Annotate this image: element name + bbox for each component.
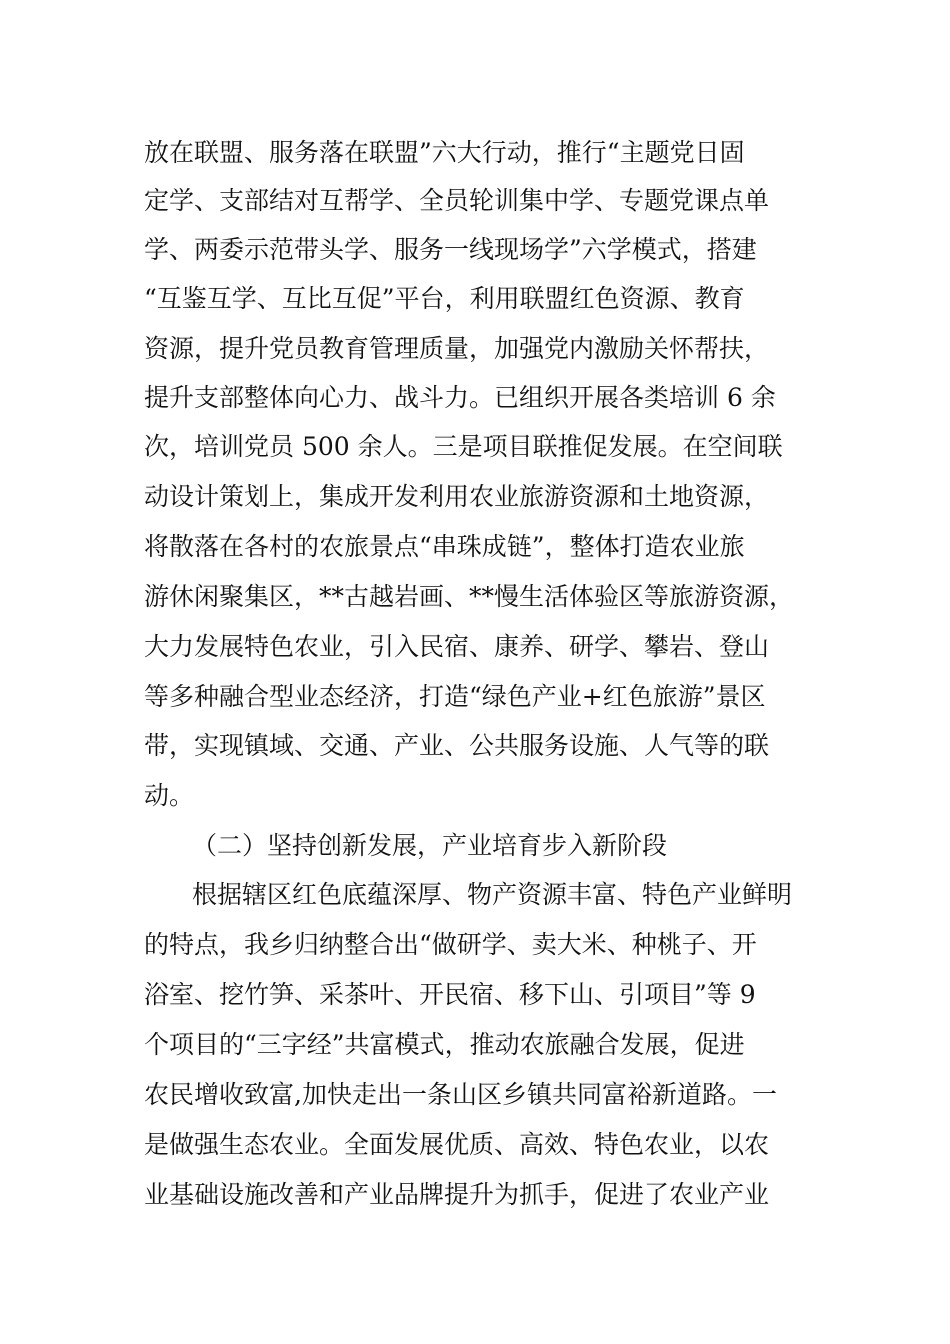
text-line: 次，培训党员 500 余人。三是项目联推促发展。在空间联	[144, 432, 783, 461]
text-line: 资源，提升党员教育管理质量，加强党内激励关怀帮扶，	[144, 334, 770, 363]
text-line: 个项目的“三字经”共富模式，推动农旅融合发展，促进	[144, 1030, 745, 1059]
text-line: 将散落在各村的农旅景点“串珠成链”，整体打造农业旅	[144, 532, 745, 561]
text-line: 大力发展特色农业，引入民宿、康养、研学、攀岩、登山	[144, 632, 770, 661]
paragraph-first-line: 根据辖区红色底蕴深厚、物产资源丰富、特色产业鲜明	[192, 880, 793, 909]
text-line: 浴室、挖竹笋、采茶叶、开民宿、移下山、引项目”等 9	[144, 980, 756, 1009]
text-line: 提升支部整体向心力、战斗力。已组织开展各类培训 6 余	[144, 383, 776, 412]
text-line: “互鉴互学、互比互促”平台，利用联盟红色资源、教育	[144, 284, 745, 313]
text-line: 带，实现镇域、交通、产业、公共服务设施、人气等的联	[144, 731, 770, 760]
text-line: 定学、支部结对互帮学、全员轮训集中学、专题党课点单	[144, 186, 770, 215]
text-line: 动设计策划上，集成开发利用农业旅游资源和土地资源，	[144, 482, 770, 511]
text-line: 游休闲聚集区，**古越岩画、**慢生活体验区等旅游资源，	[144, 582, 795, 611]
section-heading: （二）坚持创新发展，产业培育步入新阶段	[192, 831, 668, 860]
text-line: 业基础设施改善和产业品牌提升为抓手，促进了农业产业	[144, 1180, 770, 1209]
text-line: 农民增收致富,加快走出一条山区乡镇共同富裕新道路。一	[144, 1080, 777, 1109]
text-line: 的特点，我乡归纳整合出“做研学、卖大米、种桃子、开	[144, 930, 757, 959]
text-line: 学、两委示范带头学、服务一线现场学”六学模式，搭建	[144, 235, 757, 264]
text-line: 动。	[144, 781, 195, 810]
text-line: 是做强生态农业。全面发展优质、高效、特色农业，以农	[144, 1130, 770, 1159]
text-line: 放在联盟、服务落在联盟”六大行动，推行“主题党日固	[144, 138, 745, 167]
text-line: 等多种融合型业态经济，打造“绿色产业+红色旅游”景区	[144, 682, 766, 711]
